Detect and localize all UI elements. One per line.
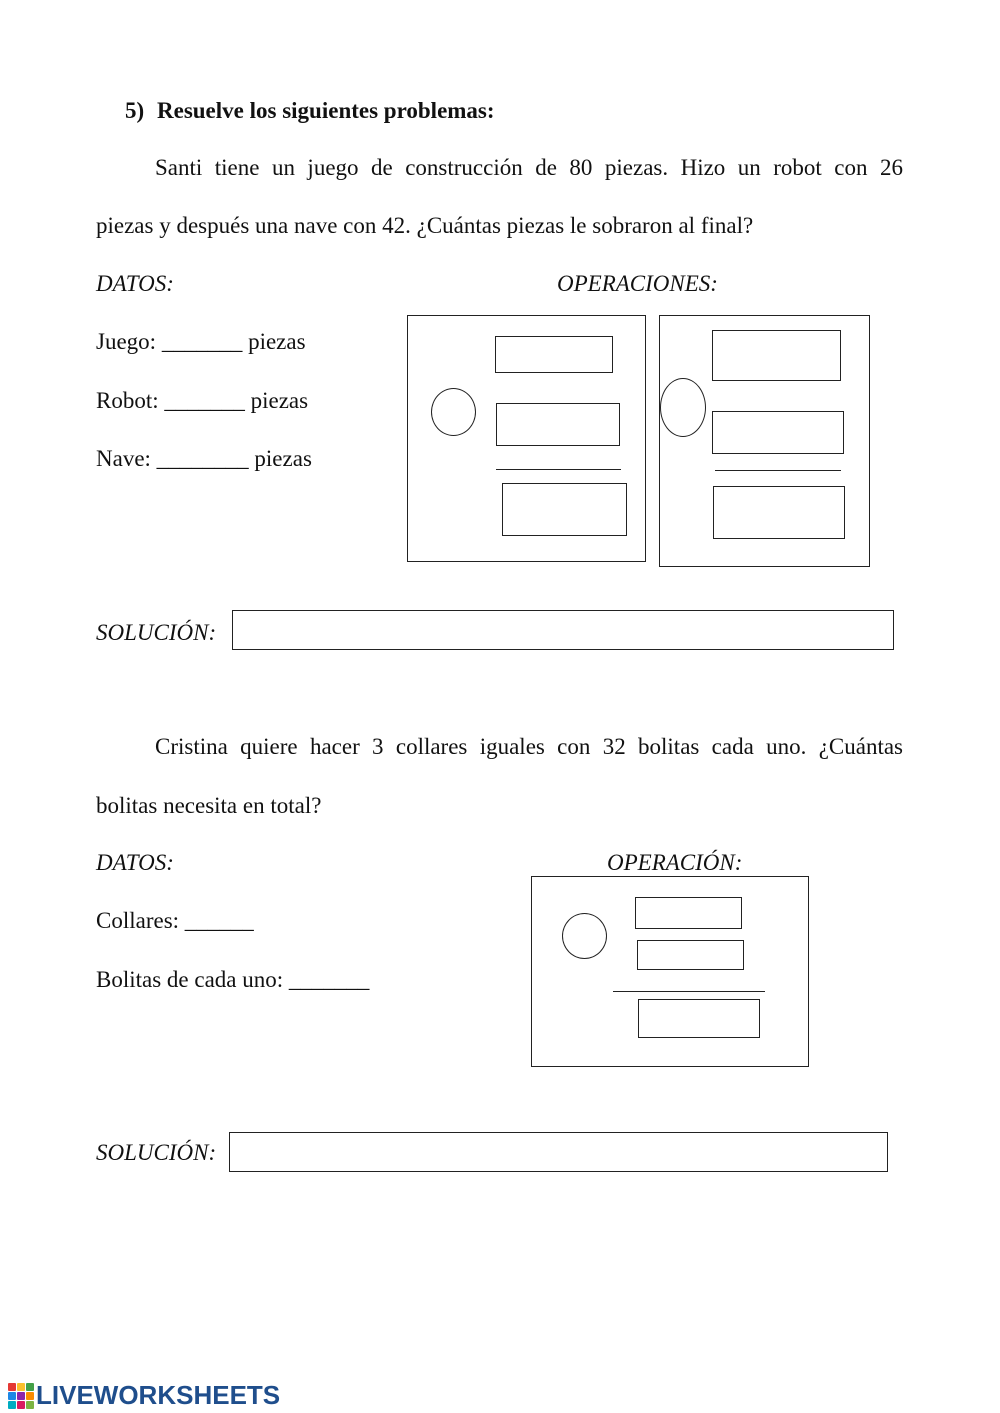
- logo-square: [8, 1401, 16, 1409]
- datos-nave: [96, 445, 312, 473]
- datos-juego-unit: piezas: [248, 329, 306, 354]
- op1-result-line: [496, 469, 621, 470]
- datos-juego: [96, 328, 306, 356]
- op2-result-line: [715, 470, 841, 471]
- logo-square: [17, 1392, 25, 1400]
- datos-nave-blank[interactable]: ________: [156, 446, 249, 471]
- datos-robot-unit: piezas: [250, 388, 309, 413]
- op1-operator-circle[interactable]: [431, 388, 476, 436]
- op3-operand-bottom-box[interactable]: [637, 940, 744, 970]
- op2-operand-top-box[interactable]: [712, 330, 841, 381]
- problem1-datos-label: DATOS:: [96, 271, 174, 296]
- liveworksheets-logo-icon: [8, 1383, 34, 1407]
- problem2-text-line2: bolitas necesita en total?: [96, 793, 322, 818]
- datos-nave-label: Nave:: [96, 446, 151, 471]
- problem2-solucion-input[interactable]: [229, 1132, 888, 1172]
- datos-collares: [96, 907, 254, 935]
- op1-result-box[interactable]: [502, 483, 627, 536]
- datos-juego-blank[interactable]: _______: [161, 329, 243, 354]
- datos-bolitas-label: Bolitas de cada uno:: [96, 967, 284, 992]
- problem2-text-line1: Cristina quiere hacer 3 collares iguales con 32 bolitas cada uno. ¿Cuántas: [155, 734, 903, 759]
- problem1-solucion-label: SOLUCIÓN:: [96, 620, 217, 645]
- op1-operand-bottom-box[interactable]: [496, 403, 620, 446]
- logo-square: [26, 1392, 34, 1400]
- op3-result-box[interactable]: [638, 999, 760, 1038]
- op2-operand-bottom-box[interactable]: [712, 411, 844, 454]
- section-number: 5): [125, 98, 145, 123]
- op3-result-line: [613, 991, 765, 992]
- logo-square: [17, 1401, 25, 1409]
- section-title: Resuelve los siguientes problemas:: [157, 98, 495, 123]
- liveworksheets-brand-text: LIVEWORKSHEETS: [36, 1379, 281, 1410]
- op3-operator-circle[interactable]: [562, 913, 607, 959]
- datos-collares-blank[interactable]: ______: [184, 908, 254, 933]
- datos-bolitas: [96, 966, 369, 994]
- logo-square: [26, 1383, 34, 1391]
- datos-juego-label: Juego:: [96, 329, 157, 354]
- problem1-text-line1: Santi tiene un juego de construcción de 80 piezas. Hizo un robot con 26: [155, 155, 903, 180]
- op1-operand-top-box[interactable]: [495, 336, 613, 373]
- logo-square: [8, 1392, 16, 1400]
- problem2-operacion-label: OPERACIÓN:: [607, 850, 743, 875]
- problem1-operaciones-label: OPERACIONES:: [557, 271, 718, 296]
- op2-operator-circle[interactable]: [660, 378, 706, 437]
- datos-robot-label: Robot:: [96, 388, 159, 413]
- logo-square: [26, 1401, 34, 1409]
- logo-square: [17, 1383, 25, 1391]
- datos-bolitas-blank[interactable]: _______: [288, 967, 370, 992]
- problem1-solucion-input[interactable]: [232, 610, 894, 650]
- problem1-text-line2: piezas y después una nave con 42. ¿Cuántas piezas le sobraron al final?: [96, 213, 754, 238]
- datos-nave-unit: piezas: [254, 446, 312, 471]
- logo-square: [8, 1383, 16, 1391]
- problem2-solucion-label: SOLUCIÓN:: [96, 1140, 217, 1165]
- datos-collares-label: Collares:: [96, 908, 180, 933]
- problem2-datos-label: DATOS:: [96, 850, 174, 875]
- op2-result-box[interactable]: [713, 486, 845, 539]
- datos-robot-blank[interactable]: _______: [164, 388, 245, 413]
- datos-robot: [96, 387, 308, 415]
- liveworksheets-logo[interactable]: [8, 1379, 281, 1410]
- op3-operand-top-box[interactable]: [635, 897, 742, 929]
